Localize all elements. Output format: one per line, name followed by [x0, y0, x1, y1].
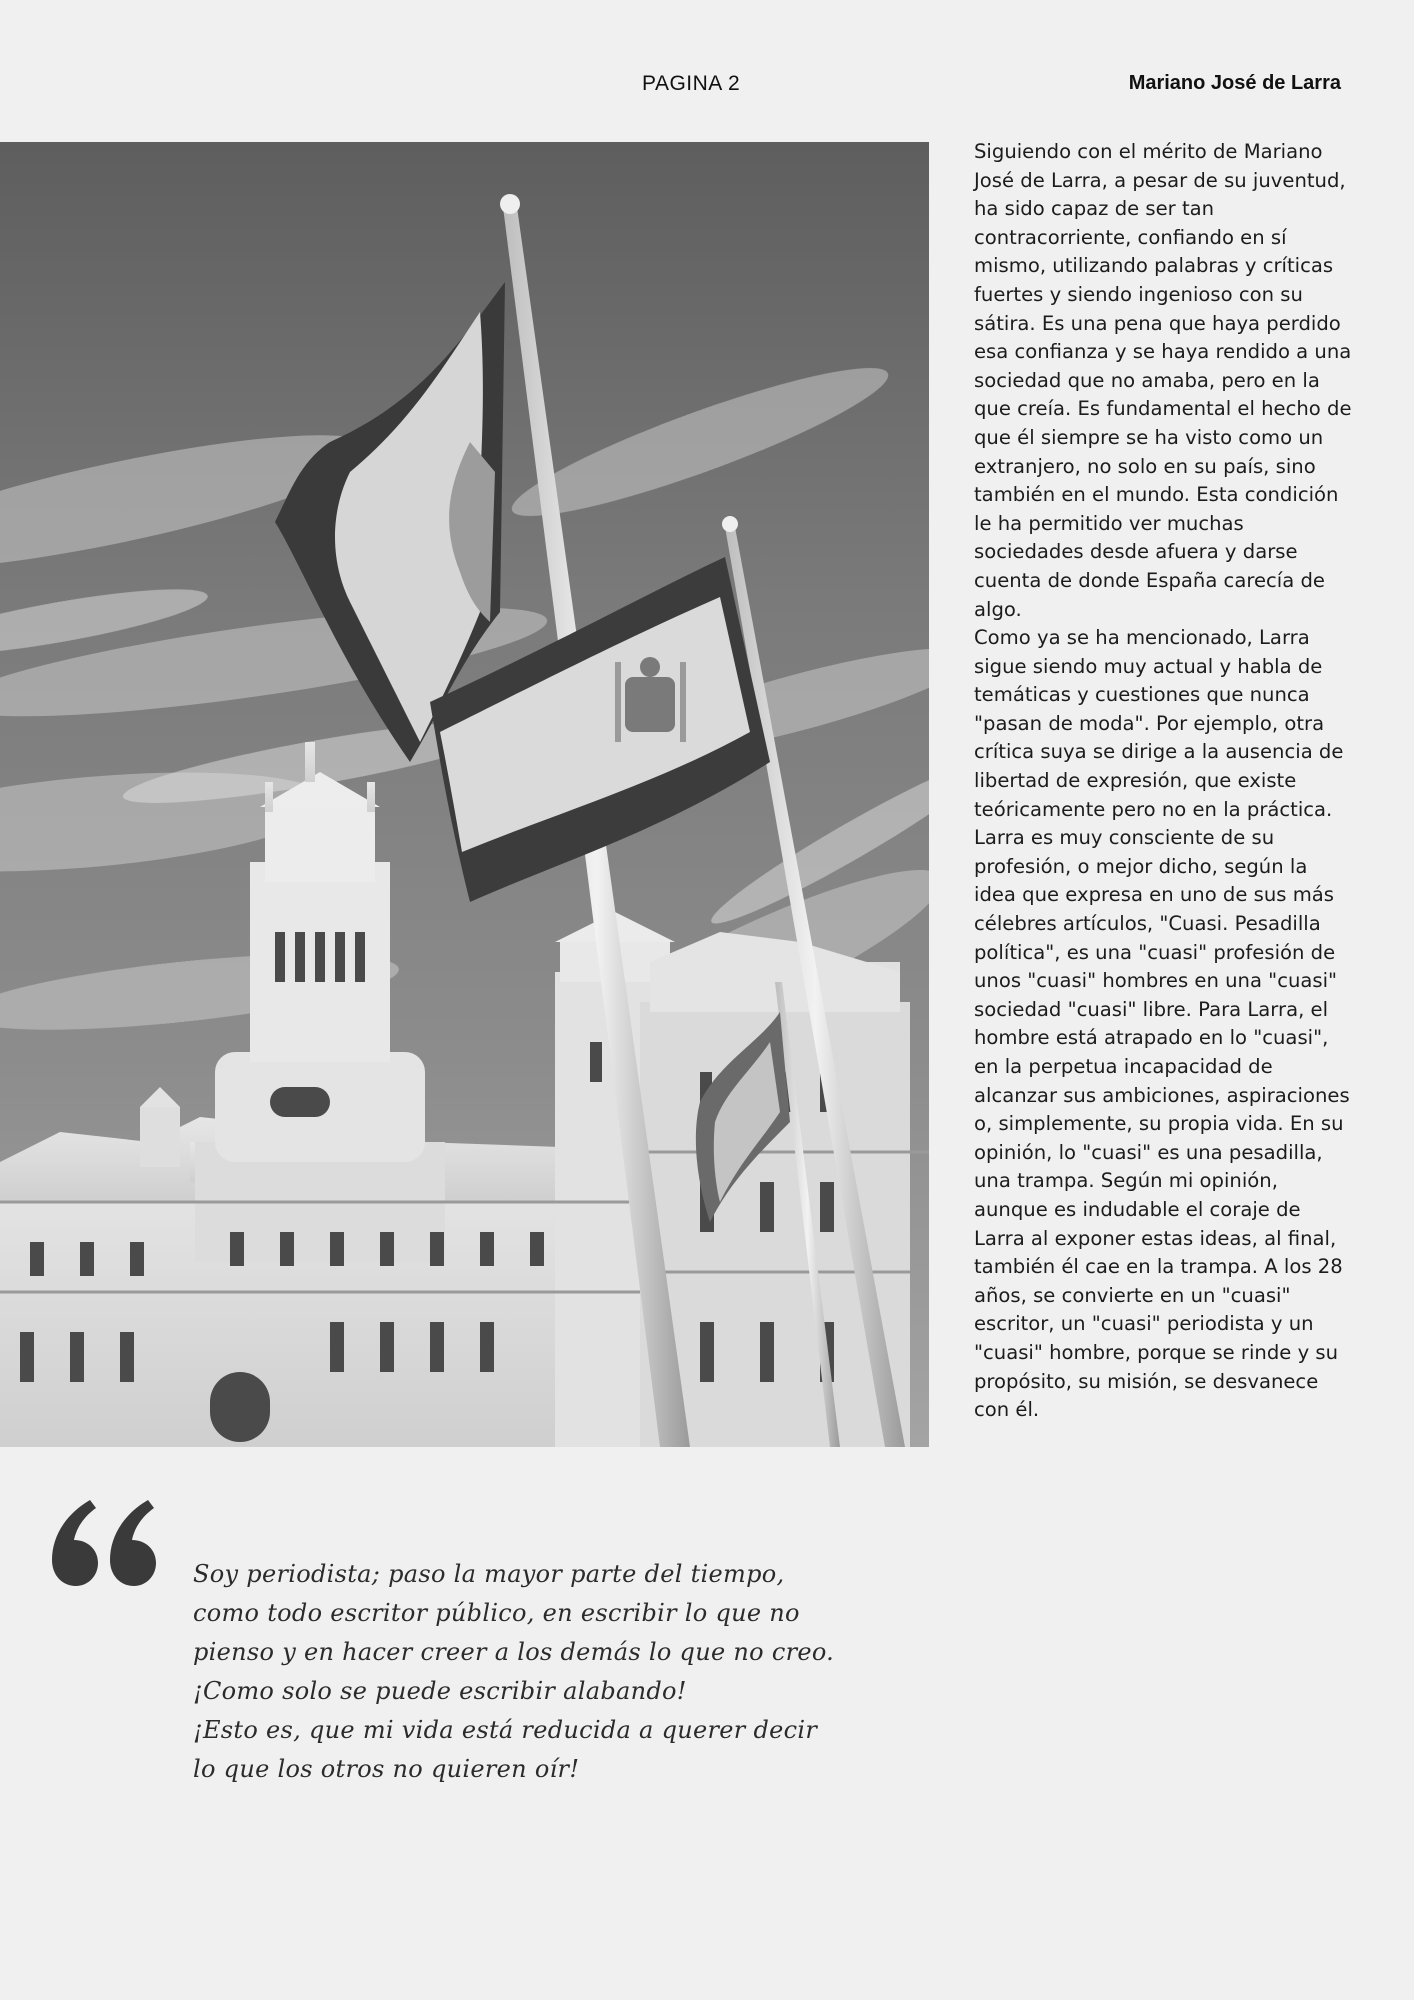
pull-quote — [193, 1555, 893, 1789]
quote-mark-icon — [52, 1500, 156, 1586]
quote-line: como todo escritor público, en escribir lo que no — [193, 1599, 800, 1627]
quote-line: lo que los otros no quieren oír! — [193, 1755, 580, 1783]
article-paragraph: Larra es muy consciente de su profesión, o mejor dicho, según la idea que expresa en uno de sus más célebres artículos, "Cuasi. Pesadilla política", es una "cuasi" profesión de unos "cuasi" hombres en una "cuasi" sociedad "cuasi" libre. Para Larra, el hombre está atrapado en lo "cuasi", en la perpetua incapacidad de alcanzar sus ambiciones, aspiraciones o, simplemente, su propia vida. En su opinión, lo "cuasi" es una pesadilla, una trampa. Según mi opinión, aunque es indudable el coraje de Larra al exponer estas ideas, al final, también él cae en la trampa. A los 28 años, se convierte en un "cuasi" escritor, un "cuasi" periodista y un "cuasi" hombre, porque se rinde y su propósito, su misión, se desvanece con él. — [974, 826, 1350, 1422]
quote-line: ¡Como solo se puede escribir alabando! — [193, 1677, 687, 1705]
article-body — [974, 138, 1354, 1425]
photo-cibeles-palace — [0, 142, 929, 1447]
quote-line: pienso y en hacer creer a los demás lo que no creo. — [193, 1638, 835, 1666]
photo-illustration — [0, 142, 929, 1447]
article-paragraph: Siguiendo con el mérito de Mariano José de Larra, a pesar de su juventud, ha sido capaz de ser tan contracorriente, confiando en sí mismo, utilizando palabras y críticas fuertes y siendo ingenioso con su sátira. Es una pena que haya perdido esa confianza y se haya rendido a una sociedad que no amaba, pero en la que creía. Es fundamental el hecho de que él siempre se ha visto como un extranjero, no solo en su país, sino también en el mundo. Esta condición le ha permitido ver muchas sociedades desde afuera y darse cuenta de donde España carecía de algo. — [974, 140, 1352, 621]
quote-line: ¡Esto es, que mi vida está reducida a querer decir — [193, 1716, 818, 1744]
author-header: Mariano José de Larra — [1128, 72, 1341, 94]
article-paragraph: Como ya se ha mencionado, Larra sigue siendo muy actual y habla de temáticas y cuestiones que nunca "pasan de moda". Por ejemplo, otra crítica suya se dirige a la ausencia de libertad de expresión, que existe teóricamente pero no en la práctica. — [974, 626, 1344, 821]
quote-line: Soy periodista; paso la mayor parte del tiempo, — [193, 1560, 785, 1588]
page-number: PAGINA 2 — [642, 72, 741, 95]
